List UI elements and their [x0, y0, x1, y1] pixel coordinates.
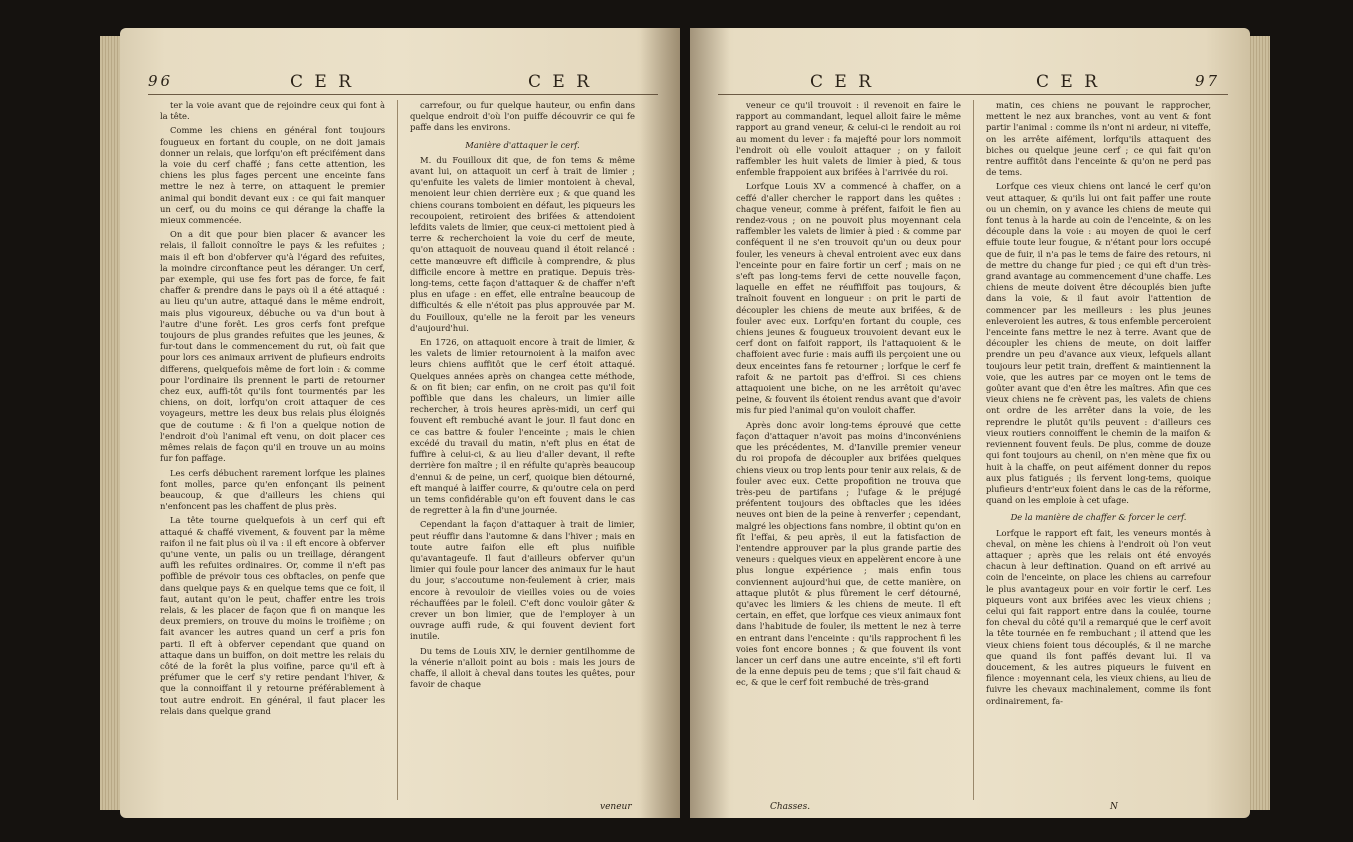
paragraph: ter la voie avant que de rejoindre ceux qui font à la tête.: [160, 100, 385, 122]
paragraph: Lorfque ces vieux chiens ont lancé le cerf qu'on veut attaquer, & qu'ils lui ont fait paffer une route ou un chemin, on y avance les chiens de meute qui font tenus à la harde au coin de l'enceinte, & on les découple dans la voie : au moyen de quoi le cerf effuie toute leur fougue, & n'étant pour lors occupé que de fuir, il n'a pas le tems de faire des retours, ni de mettre du change fur pied ; ce qui eft d'un très-grand avantage au commencement d'une chaffe. Les chiens de meute doivent être découplés bien jufte dans la voie, & il faut avoir l'attention de commencer par les meilleurs : les plus jeunes enleveroient les autres, & tous enfemble perceroient l'enceinte fans mettre le nez à terre. Avant que de découpler les chiens de meute, on doit laiffer prendre un peu d'avance aux vieux, lefquels allant toujours leur petit train, dreffent & maintiennent la voie, que les autres par ce moyen ont le tems de goûter avant que d'en être les maîtres. Afin que ces vieux chiens ne fe crèvent pas, les valets de chiens ont ordre de les arrêter dans la voie, de les reprendre le plutôt qu'ils peuvent : d'ailleurs ces vieux routiers connoiffent le chemin de la maifon & reviennent fouvent feuls. De plus, comme de douze qui font toujours au chenil, on n'en mène que fix ou huit à la chaffe, on peut aifément donner du repos aux plus fatigués ; ils fervent long-tems, quoique plufieurs d'entr'eux foient dans le cas de la réforme, quand on les emploie à cet ufage.: [986, 181, 1211, 506]
right-head-rule: [718, 94, 1228, 95]
left-page: [120, 28, 680, 818]
section-heading: De la manière de chaffer & forcer le cerf.: [1010, 512, 1187, 523]
right-head-word-2: C E R: [1036, 72, 1101, 92]
paragraph: M. du Fouilloux dit que, de fon tems & même avant lui, on attaquoit un cerf à trait de limier ; qu'enfuite les valets de limier montoient à cheval, menoient leur chien derrière eux ; & que quand les chiens courans tomboient en défaut, les piqueurs les recoupoient, retiroient des brifées & attendoient lefdits valets de limier, que ceux-ci mettoient pied à terre & recherchoient la voie du cerf de meute, qu'on attaquoit de nouveau quand il étoit relancé : cette manœuvre eft difficile à comprendre, & plus difficile encore à mettre en pratique. Depuis très-long-tems, cette façon d'attaquer & de chaffer n'eft plus en ufage : en effet, elle entraîne beaucoup de difficultés & elle n'étoit pas plus approuvée par M. du Fouilloux, qu'elle ne la feroit par les veneurs d'aujourd'hui.: [410, 154, 635, 333]
right-column-1: [736, 100, 961, 800]
left-column-rule: [397, 100, 398, 800]
right-signature-mark: Chasses.: [770, 802, 811, 812]
paragraph: Les cerfs débuchent rarement lorfque les plaines font molles, parce qu'en enfonçant ils peinent beaucoup, & que d'ailleurs les chiens qui n'enfoncent pas les chaffent de plus près.: [160, 467, 385, 512]
paragraph: Lorfque Louis XV a commencé à chaffer, on a ceffé d'aller chercher le rapport dans les quêtes : chaque veneur, comme à préfent, faifoit le fien au rendez-vous ; on ne pouvoit plus moyennant cela raffembler les valets de limier à pied : & comme par conféquent il ne s'en trouvoit qu'un ou deux pour fouler, les veneurs à cheval entroient avec eux dans l'enceinte pour en faire fortir un cerf ; mais on ne s'eft pas long-tems fervi de cette nouvelle façon, laquelle en effet ne réuffiffoit pas toujours, & traînoit fouvent en longueur : on prit le parti de découpler les chiens de meute aux brifées, & de fouler avec eux. Lorfqu'en fortant du couple, ces chiens jeunes & fougueux trouvoient devant eux le cerf dont on faifoit rapport, ils l'attaquoient & le chaffoient avec furie : mais auffi ils perçoient une ou deux enceintes fans fe retourner ; lorfque le cerf fe rafoit & ne partoit pas d'effroi. Si ces chiens attaquoient une biche, on ne les arrêtoit qu'avec peine, & fouvent ils étoient rendus avant que d'avoir mis fur pied l'animal qu'on vouloit chaffer.: [736, 181, 961, 416]
section-heading: Manière d'attaquer le cerf.: [465, 139, 580, 150]
left-head-rule: [148, 94, 658, 95]
page-edge-right: [1248, 36, 1270, 810]
right-page: [690, 28, 1250, 818]
paragraph: carrefour, ou fur quelque hauteur, ou enfin dans quelque endroit d'où l'on puiffe découvrir ce qui fe paffe dans les environs.: [410, 100, 635, 133]
paragraph: En 1726, on attaquoit encore à trait de limier, & les valets de limier retournoient à la maifon avec leurs chiens auffitôt que le cerf étoit attaqué. Quelques années après on changea cette méthode, & on fit bien; car enfin, on ne croit pas qu'il foit poffible que dans les chaleurs, un limier aille rechercher, à trois heures après-midi, un cerf qui fouvent eft rembuché avant le jour. Il faut donc en ce cas battre & fouler l'enceinte ; mais le chien excédé du travail du matin, n'eft plus en état de fuffire à celui-ci, & au lieu d'aller devant, il refte derrière fon maître ; il en réfulte qu'après beaucoup d'ennui & de peine, un cerf, quoique bien détourné, eft manqué à laiffer courre, & qu'outre cela on perd un tems confidérable qu'on eft fouvent dans le cas de regretter à la fin d'une journée.: [410, 337, 635, 516]
left-running-head: [120, 72, 680, 92]
paragraph: veneur ce qu'il trouvoit : il revenoit en faire le rapport au commandant, lequel alloit faire le même rapport au grand veneur, & celui-ci le rendoit au roi au moment du lever : fa majefté pour lors nommoit l'endroit où elle vouloit attaquer ; on y failoit raffembler les huit valets de limier à pied, & tous enfemble frappoient aux brifées à l'arrivée du roi.: [736, 100, 961, 178]
left-column-2: [410, 100, 635, 800]
right-column-2: [986, 100, 1211, 800]
right-running-head: [690, 72, 1250, 92]
paragraph: Comme les chiens en général font toujours fougueux en fortant du couple, on ne doit jamais donner un relais, que lorfqu'on eft précifément dans la voie du cerf chaffé ; fans cette attention, les chiens les plus fages percent une enceinte fans mettre le nez à terre, on attaquent le premier animal qui bondit devant eux : ce qui fait manquer un cerf, ou du moins ce qui dérange la chaffe la mieux commencée.: [160, 125, 385, 226]
paragraph: On a dit que pour bien placer & avancer les relais, il falloit connoître le pays & les refuites ; mais il eft bon d'obferver qu'à l'égard des refuites, la moindre circonftance peut les déranger. Un cerf, par exemple, qui use fes fort pas de force, fe fait chaffer & prendre dans le pays où il a été attaqué : au lieu qu'un autre, attaqué dans le même endroit, mais plus vigoureux, débuche ou va d'un bout à l'autre d'une forêt. Les gros cerfs font prefque toujours de plus grandes refuites que les jeunes, & fur-tout dans le commencement du rut, où fait que pour lors ces animaux arrivent de plufieurs endroits differens, quelquefois même de fort loin : & comme pour l'ordinaire ils prennent le parti de retourner chez eux, auffi-tôt qu'ils font tourmentés par les chiens, on doit, lorfqu'on croit attaquer de ces voyageurs, mettre les deux bus relais plus éloignés que de coutume : & fi l'on a quelque notion de l'endroit d'où l'animal eft venu, on doit placer ces mêmes relais de façon qu'il en trouve un au moins fur fon paffage.: [160, 229, 385, 464]
left-catchword: veneur: [600, 802, 632, 812]
paragraph: Après donc avoir long-tems éprouvé que cette façon d'attaquer n'avoit pas moins d'inconvéniens que les précédentes, M. d'Ianville premier veneur du roi propofa de découpler aux brifées quelques chiens vieux ou trop lents pour tenir aux relais, & de fouler avec eux. Cette propofition ne trouva que très-peu de partifans ; l'ufage & le préjugé préfentent toujours des obftacles que les idées neuves ont bien de la peine à renverfer ; cependant, malgré les objections fans nombre, il obtint qu'on en fît l'effai, & peu après, il eut la fatisfaction de l'entendre approuver par la plus grande partie des veneurs : quelques vieux en appelèrent encore à une plus longue expérience ; mais enfin tous conviennent aujourd'hui que, de cette manière, on attaque plutôt & plus fûrement le cerf détourné, qu'avec les limiers & les chiens de meute. Il eft certain, en effet, que lorfque ces vieux animaux font dans l'habitude de fouler, ils mettent le nez à terre en entrant dans l'enceinte : qu'ils rapprochent fi les voies font encore bonnes ; & que fouvent ils vont lancer un cerf dans une autre enceinte, s'il eft forti de la enne depuis peu de tems ; que s'il fait chaud & ec, & que le cerf foit rembuché de très-grand: [736, 419, 961, 688]
left-page-number: 96: [148, 72, 174, 90]
page-edge-left: [100, 36, 122, 810]
paragraph: Du tems de Louis XIV, le dernier gentilhomme de la vénerie n'alloit point au bois : mais les jours de chaffe, il alloit à cheval dans toutes les quêtes, pour favoir de chaque: [410, 645, 635, 690]
right-head-word-1: C E R: [810, 72, 875, 92]
paragraph: La tête tourne quelquefois à un cerf qui eft attaqué & chaffé vivement, & fouvent par la même raifon il ne fait plus où il va : il eft encore à obferver qu'une vente, un palis ou un treillage, dérangent auffi les refuites ordinaires. Or, comme il n'eft pas poffible de prévoir tous ces obftacles, on penfe que dans quelque pays & en quelque tems que ce foit, il faut, autant qu'on le peut, chaffer entre les trois relais, & les placer de façon que fi on manque les deux premiers, on trouve du moins le troifième ; on fait avancer les autres quand un cerf a pris fon parti. Il eft à obferver cependant que quand on attaque dans un buiffon, on doit mettre les relais du côté de la forêt la plus voifine, parce qu'il eft à préfumer que le cerf s'y retire pendant l'hiver, & que la connoiffant il y retourne préférablement à tout autre endroit. En général, il faut placer les relais dans quelque grand: [160, 515, 385, 716]
left-column-1: [160, 100, 385, 800]
right-gathering-mark: N: [1110, 802, 1118, 812]
right-page-number: 97: [1195, 72, 1221, 90]
left-head-word-1: C E R: [290, 72, 355, 92]
paragraph: Lorfque le rapport eft fait, les veneurs montés à cheval, on mène les chiens à l'endroit où l'on veut attaquer ; après que les relais ont été envoyés chacun à leur deftination. Quand on eft arrivé au coin de l'enceinte, on place les chiens au carrefour le plus avantageux pour en voir fortir le cerf. Les piqueurs vont aux brifées avec les vieux chiens ; celui qui fait rapport entre dans la coulée, tourne fon cheval du côté qu'il a remarqué que le cerf avoit la tête tournée en fe rembuchant ; il attend que les vieux chiens foient tous découplés, & il ne marche que quand ils font paffés devant lui. Il va doucement, & les autres piqueurs le fuivent en filence : moyennant cela, les vieux chiens, au lieu de fuivre les chevaux machinalement, comme ils font ordinairement, fa-: [986, 527, 1211, 706]
paragraph: matin, ces chiens ne pouvant le rapprocher, mettent le nez aux branches, vont au vent & font partir l'animal : comme ils n'ont ni ardeur, ni viteffe, on les arrête aifément, lorfqu'ils attaquent des biches ou quelque jeune cerf ; ce qui fait qu'on rentre auffitôt dans l'enceinte & qu'on ne perd pas de tems.: [986, 100, 1211, 178]
paragraph: Cependant la façon d'attaquer à trait de limier, peut réuffir dans l'automne & dans l'hiver ; mais en toute autre faifon elle eft plus nuifible qu'avantageufe. Il faut d'ailleurs obferver qu'un limier qui foule pour lancer des animaux fur le haut du jour, s'accoutume non-feulement à crier, mais encore à revouloir de vieilles voies ou de voies réchauffées par le foleil. C'eft donc vouloir gâter & crever un bon limier, que de l'employer à un ouvrage auffi rude, & qui fouvent devient fort inutile.: [410, 519, 635, 642]
right-column-rule: [973, 100, 974, 800]
left-head-word-2: C E R: [528, 72, 593, 92]
